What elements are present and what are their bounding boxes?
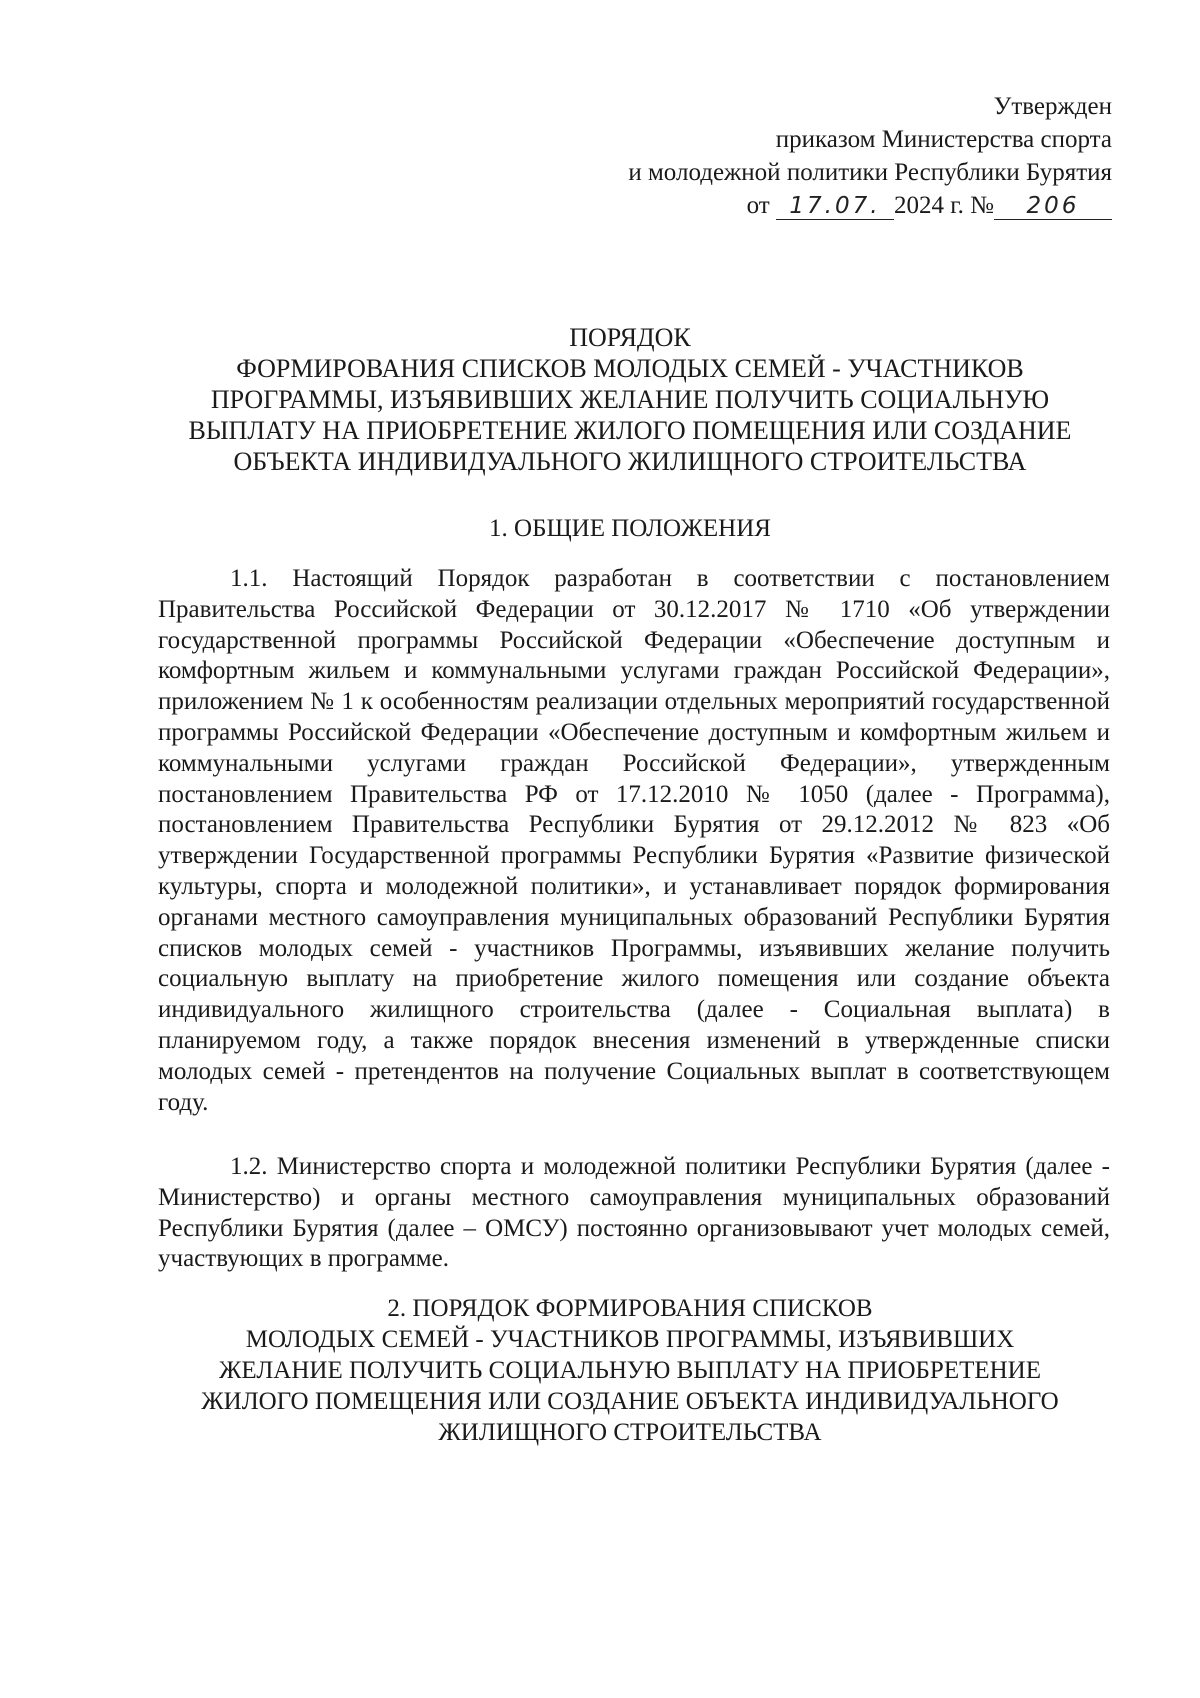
paragraph-1-2: 1.2. Министерство спорта и молодежной политики Республики Бурятия (далее - Министерство) и органы местного самоуправления муниципальных образований Республики Бурятия (далее – ОМСУ) постоянно организовывают учет молодых семей, участвующих в программе.	[158, 1153, 1110, 1273]
handwritten-date: 17.07.	[776, 193, 894, 220]
approval-date-line	[628, 189, 1112, 222]
document-title	[150, 322, 1110, 477]
title-line-4: ВЫПЛАТУ НА ПРИОБРЕТЕНИЕ ЖИЛОГО ПОМЕЩЕНИЯ ИЛИ СОЗДАНИЕ	[188, 416, 1072, 445]
date-prefix: от	[746, 192, 770, 219]
title-line-5: ОБЪЕКТА ИНДИВИДУАЛЬНОГО ЖИЛИЩНОГО СТРОИТЕЛЬСТВА	[233, 447, 1027, 476]
section-2-line-2: МОЛОДЫХ СЕМЕЙ - УЧАСТНИКОВ ПРОГРАММЫ, ИЗЪЯВИВШИХ	[245, 1326, 1015, 1353]
section-2-line-1: 2. ПОРЯДОК ФОРМИРОВАНИЯ СПИСКОВ	[387, 1295, 873, 1322]
approval-line-2: приказом Министерства спорта	[775, 126, 1112, 153]
handwritten-order-number: 206	[994, 193, 1112, 220]
title-line-1: ПОРЯДОК	[569, 323, 691, 352]
paragraph-1-1: 1.1. Настоящий Порядок разработан в соответствии с постановлением Правительства Российской Федерации от 30.12.2017 № 1710 «Об утверждении государственной программы Российской Федерации «Обеспечение доступным и комфортным жильем и коммунальными услугами граждан Российской Федерации», приложением № 1 к особенностям реализации отдельных мероприятий государственной программы Российской Федерации «Обеспечение доступным и комфортным жильем и коммунальными услугами граждан Российской Федерации», утвержденным постановлением Правительства РФ от 17.12.2010 № 1050 (далее - Программа), постановлением Правительства Республики Бурятия от 29.12.2012 № 823 «Об утверждении Государственной программы Республики Бурятия «Развитие физической культуры, спорта и молодежной политики», и устанавливает порядок формирования органами местного самоуправления муниципальных образований Республики Бурятия списков молодых семей - участников Программы, изъявивших желание получить социальную выплату на приобретение жилого помещения или создание объекта индивидуального жилищного строительства (далее - Социальная выплата) в планируемом году, а также порядок внесения изменений в утвержденные списки молодых семей - претендентов на получение Социальных выплат в соответствующем году.	[158, 565, 1110, 1116]
year-and-number-label: 2024 г. №	[893, 192, 994, 219]
title-line-2: ФОРМИРОВАНИЯ СПИСКОВ МОЛОДЫХ СЕМЕЙ - УЧАСТНИКОВ	[236, 354, 1024, 383]
section-1-heading: 1. ОБЩИЕ ПОЛОЖЕНИЯ	[489, 515, 771, 542]
section-2-line-4: ЖИЛОГО ПОМЕЩЕНИЯ ИЛИ СОЗДАНИЕ ОБЪЕКТА ИНДИВИДУАЛЬНОГО	[201, 1388, 1059, 1415]
title-line-3: ПРОГРАММЫ, ИЗЪЯВИВШИХ ЖЕЛАНИЕ ПОЛУЧИТЬ СОЦИАЛЬНУЮ	[210, 385, 1050, 414]
approval-stamp	[628, 90, 1112, 222]
section-2-line-3: ЖЕЛАНИЕ ПОЛУЧИТЬ СОЦИАЛЬНУЮ ВЫПЛАТУ НА ПРИОБРЕТЕНИЕ	[218, 1357, 1042, 1384]
section-2-heading	[150, 1293, 1110, 1448]
approval-line-3: и молодежной политики Республики Бурятия	[628, 159, 1112, 186]
approval-line-1: Утвержден	[993, 93, 1112, 120]
section-2-line-5: ЖИЛИЩНОГО СТРОИТЕЛЬСТВА	[438, 1419, 822, 1446]
